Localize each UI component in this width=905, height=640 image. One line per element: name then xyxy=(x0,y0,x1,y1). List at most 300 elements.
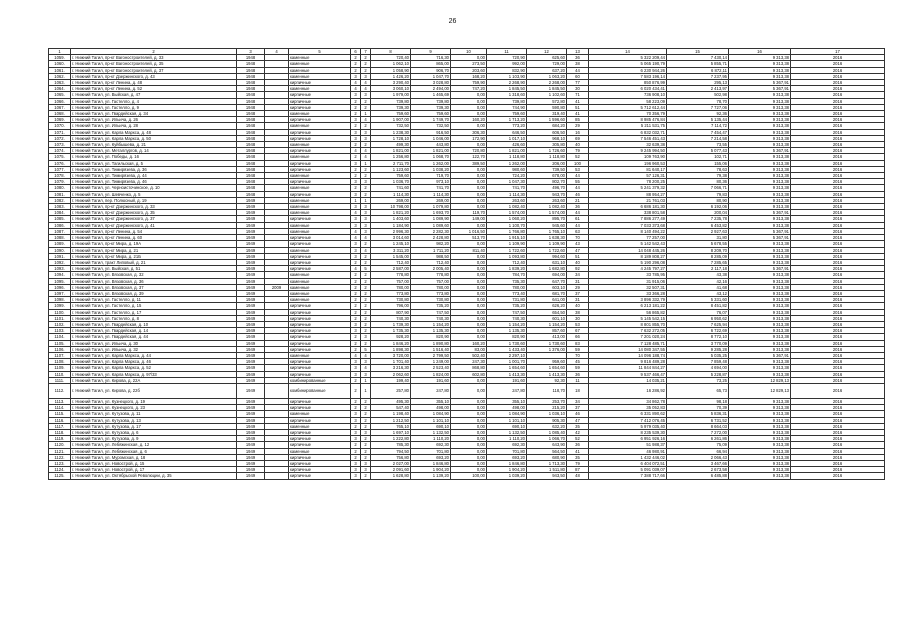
table-cell: 1 082,40 xyxy=(527,204,567,210)
table-cell: 9 313,38 xyxy=(729,365,791,371)
table-cell: 1949 xyxy=(237,321,265,327)
table-cell: 5 836,31 xyxy=(667,411,729,417)
table-cell: 7 388 717,66 xyxy=(589,473,667,479)
table-cell: 46 980,91 xyxy=(589,448,667,454)
table-cell: 32 507,31 xyxy=(589,284,667,290)
page-number: 26 xyxy=(448,18,457,25)
table-cell: каменные xyxy=(289,297,351,303)
table-cell: 2 xyxy=(351,142,361,148)
table-cell: 1 413,30 xyxy=(527,371,567,377)
table-cell: 2 xyxy=(361,315,371,321)
table-cell: 757,00 xyxy=(411,278,451,284)
table-cell: 1 693,70 xyxy=(411,210,451,216)
table-cell: 5 712 612,44 xyxy=(589,104,667,110)
table-cell: 200,04 xyxy=(667,210,729,216)
table-cell: 1 730,60 xyxy=(527,340,567,346)
table-cell: 2 xyxy=(351,423,361,429)
table-cell: 3 xyxy=(351,204,361,210)
table-cell: 77 xyxy=(567,80,589,86)
table-cell: 680,90 xyxy=(527,454,567,460)
table-cell: 2 xyxy=(351,123,361,129)
table-cell: 2016 xyxy=(791,135,885,141)
table-cell: г. Нижний Тагил, ул. Ильича, д. 32 xyxy=(71,346,237,352)
table-cell: г. Нижний Тагил, ул. Карла Маркса, д. 52 xyxy=(71,365,237,371)
table-cell: 2016 xyxy=(791,423,885,429)
table-cell: 626,20 xyxy=(527,303,567,309)
table-cell: 87 xyxy=(567,467,589,473)
table-cell: 160,20 xyxy=(451,340,487,346)
table-cell: 41 xyxy=(567,98,589,104)
table-cell: 1948 xyxy=(237,160,265,166)
table-cell: 1095. xyxy=(49,278,71,284)
table-cell: 33 366,28 xyxy=(589,290,667,296)
table-cell: 2 117,18 xyxy=(667,266,729,272)
table-cell xyxy=(265,383,289,398)
table-cell: 2 xyxy=(351,278,361,284)
table-cell: 2016 xyxy=(791,417,885,423)
table-cell: г. Нижний Тагил, ул. Карла Маркса, д. 50 xyxy=(71,135,237,141)
table-cell: 739,50 xyxy=(527,166,567,172)
table-cell: 741,70 xyxy=(411,185,451,191)
table-cell: кирпичные xyxy=(289,235,351,241)
table-cell: 2 xyxy=(351,309,361,315)
table-cell xyxy=(265,473,289,479)
table-cell: 43,38 xyxy=(667,272,729,278)
table-cell: 785,30 xyxy=(371,442,411,448)
table-cell: 1091. xyxy=(49,253,71,259)
table-cell: 29 xyxy=(567,123,589,129)
table-cell: 1 730,60 xyxy=(487,340,527,346)
table-cell: каменные xyxy=(289,86,351,92)
table-cell: 1 574,00 xyxy=(527,210,567,216)
table-cell: 0,00 xyxy=(451,266,487,272)
table-cell: 5 855,71 xyxy=(667,61,729,67)
table-cell: 2 xyxy=(361,473,371,479)
table-cell: 2 xyxy=(361,104,371,110)
table-cell: 1 114,30 xyxy=(411,191,451,197)
table-cell: 9 313,38 xyxy=(729,117,791,123)
table-cell: 6 404 072,51 xyxy=(589,461,667,467)
table-cell: 2016 xyxy=(791,117,885,123)
table-cell: 757,00 xyxy=(371,278,411,284)
table-cell: кирпичные xyxy=(289,266,351,272)
table-cell: 3 060,10 xyxy=(371,86,411,92)
table-cell: 780,00 xyxy=(411,284,451,290)
table-cell: 1948 xyxy=(237,86,265,92)
table-cell: г. Нижний Тагил, пр-кт Дзержинского, д. 37 xyxy=(71,216,237,222)
table-cell: 1109. xyxy=(49,365,71,371)
table-cell: 4 xyxy=(351,80,361,86)
table-cell: 1 821,00 xyxy=(371,148,411,154)
column-number: 5 xyxy=(289,49,351,55)
table-cell: г. Нижний Тагил, ул. Черноисточинское, д. 10 xyxy=(71,185,237,191)
table-cell: 1111. xyxy=(49,377,71,383)
table-cell: 8 285,09 xyxy=(667,253,729,259)
table-cell: 2 xyxy=(351,303,361,309)
table-cell: 18 xyxy=(567,383,589,398)
table-cell: 3 896 332,79 xyxy=(589,297,667,303)
table-cell: 1 082,40 xyxy=(487,204,527,210)
table-cell: 66,94 xyxy=(667,448,729,454)
table-cell: 7 033 373,68 xyxy=(589,222,667,228)
table-cell: 982,20 xyxy=(411,241,451,247)
table-cell: 1949 xyxy=(237,365,265,371)
table-cell: 1 089,60 xyxy=(411,222,451,228)
table-row xyxy=(49,383,885,398)
table-cell: 5 979 035,40 xyxy=(589,423,667,429)
table-cell: 41,68 xyxy=(667,284,729,290)
table-cell: 0,00 xyxy=(451,411,487,417)
table-cell: 1949 xyxy=(237,228,265,234)
table-cell: 2016 xyxy=(791,442,885,448)
table-cell: 247,80 xyxy=(411,383,451,398)
table-cell: 692,30 xyxy=(411,442,451,448)
table-cell: 2016 xyxy=(791,272,885,278)
table-cell: 499,30 xyxy=(371,142,411,148)
table-cell: 1086. xyxy=(49,222,71,228)
table-cell: 57 126,31 xyxy=(589,173,667,179)
table-cell: 196 960,53 xyxy=(589,160,667,166)
table-cell: 7 214,58 xyxy=(667,135,729,141)
table-cell: 720,80 xyxy=(451,148,487,154)
table-cell: 7 235,78 xyxy=(667,216,729,222)
table-cell: 9 313,38 xyxy=(729,290,791,296)
table-cell: 2 996,30 xyxy=(371,228,411,234)
table-cell: 1 739,30 xyxy=(371,321,411,327)
table-cell: 9 313,38 xyxy=(729,461,791,467)
table-cell: 2 xyxy=(361,411,371,417)
table-cell: кирпичные xyxy=(289,429,351,435)
table-cell: 1949 xyxy=(237,328,265,334)
table-cell: 0,00 xyxy=(451,423,487,429)
table-cell: 56 865,82 xyxy=(589,309,667,315)
table-cell: 9 313,38 xyxy=(729,61,791,67)
table-cell: 1 654,60 xyxy=(527,365,567,371)
table-cell: 6 951 926,16 xyxy=(589,436,667,442)
table-cell: кирпичные xyxy=(289,467,351,473)
table-cell: 6 192,06 xyxy=(667,204,729,210)
table-cell: 7 625,94 xyxy=(667,321,729,327)
table-cell: 973,10 xyxy=(411,179,451,185)
table-cell: 2 297,10 xyxy=(487,352,527,358)
table-cell: 319,40 xyxy=(527,111,567,117)
table-cell: 2 xyxy=(351,55,361,61)
table-cell: 33 785,95 xyxy=(589,272,667,278)
table-cell: 269,00 xyxy=(411,197,451,203)
table-cell: 8 801 855,70 xyxy=(589,321,667,327)
table-cell: 2016 xyxy=(791,73,885,79)
table-cell: 9 313,38 xyxy=(729,204,791,210)
table-cell: 759,60 xyxy=(411,111,451,117)
table-cell: 678,00 xyxy=(527,173,567,179)
table-cell: 1 154,20 xyxy=(411,321,451,327)
table-cell: 9 313,38 xyxy=(729,315,791,321)
table-cell: 1 039,20 xyxy=(487,473,527,479)
table-cell: 42 xyxy=(567,429,589,435)
table-cell: 1 060,20 xyxy=(487,216,527,222)
table-cell: 3 xyxy=(351,73,361,79)
table-cell: 1087. xyxy=(49,228,71,234)
table-cell: 720,40 xyxy=(371,55,411,61)
table-cell: 1949 xyxy=(237,334,265,340)
table-cell: 0,00 xyxy=(451,461,487,467)
table-cell: 4 xyxy=(361,86,371,92)
table-cell: 1090. xyxy=(49,247,71,253)
table-cell: г. Нижний Тагил, ул. Новострой, д. 17 xyxy=(71,467,237,473)
table-cell: 1 845,50 xyxy=(487,86,527,92)
table-cell: 92,36 xyxy=(667,111,729,117)
table-cell: 9 313,38 xyxy=(729,259,791,265)
table-cell: 5 xyxy=(361,266,371,272)
table-cell: г. Нижний Тагил, пер. Полюсный, д. 19 xyxy=(71,197,237,203)
table-cell: 7 066,71 xyxy=(667,185,729,191)
table-cell: 1 713,30 xyxy=(527,461,567,467)
table-cell: 2016 xyxy=(791,383,885,398)
table-cell: 3 xyxy=(351,179,361,185)
table-cell: 2 xyxy=(361,166,371,172)
table-cell: 0,00 xyxy=(451,321,487,327)
table-cell: 773,40 xyxy=(487,290,527,296)
table-cell: 495,30 xyxy=(371,398,411,404)
table-cell: 2016 xyxy=(791,111,885,117)
table-cell: 1 123,60 xyxy=(371,166,411,172)
table-cell: 2016 xyxy=(791,328,885,334)
table-cell: 2 428,80 xyxy=(411,235,451,241)
table-cell: 2016 xyxy=(791,346,885,352)
table-cell: 100,00 xyxy=(451,473,487,479)
table-cell: 1949 xyxy=(237,371,265,377)
table-cell: 43 xyxy=(567,241,589,247)
table-cell: 1120. xyxy=(49,442,71,448)
table-cell: 1081. xyxy=(49,191,71,197)
table-cell: 2 xyxy=(351,377,361,383)
table-cell: 6 950,62 xyxy=(667,315,729,321)
table-cell: каменные xyxy=(289,278,351,284)
table-cell: каменные xyxy=(289,111,351,117)
table-cell: 7 727,06 xyxy=(667,104,729,110)
table-cell: 253,70 xyxy=(527,398,567,404)
table-cell: 355,10 xyxy=(411,398,451,404)
table-cell: г. Нижний Тагил, ул. Октябрьской Революции, д. 35 xyxy=(71,473,237,479)
table-cell: 2016 xyxy=(791,247,885,253)
table-cell: 1114. xyxy=(49,405,71,411)
table-cell: 2016 xyxy=(791,166,885,172)
table-cell: каменные xyxy=(289,61,351,67)
table-cell: г. Нижний Тагил, ул. Карла Маркса, д. 46 xyxy=(71,359,237,365)
table-cell: 943,70 xyxy=(527,191,567,197)
table-cell: 0,00 xyxy=(451,259,487,265)
table-cell: 2 xyxy=(351,259,361,265)
table-cell: 1949 xyxy=(237,247,265,253)
table-cell: комбинированные xyxy=(289,377,351,383)
table-cell: 3 290,40 xyxy=(371,80,411,86)
table-cell: каменные xyxy=(289,204,351,210)
table-cell: 100 xyxy=(567,160,589,166)
table-cell: 2 xyxy=(361,253,371,259)
table-cell: 647,70 xyxy=(527,278,567,284)
table-cell: 1948 xyxy=(237,73,265,79)
table-cell: 1103. xyxy=(49,328,71,334)
table-cell: 730,80 xyxy=(411,297,451,303)
table-cell: 305,80 xyxy=(527,142,567,148)
table-cell: 0,00 xyxy=(451,142,487,148)
table-cell: г. Нижний Тагил, ул. Вязовская, д. 37 xyxy=(71,284,237,290)
table-cell: 5 228,87 xyxy=(667,371,729,377)
table-cell: 5 077,43 xyxy=(667,148,729,154)
table-cell: 40 xyxy=(567,142,589,148)
table-cell: 1 318,60 xyxy=(487,92,527,98)
table-cell: 4 245 797,27 xyxy=(589,266,667,272)
table-cell: 802,70 xyxy=(527,179,567,185)
table-cell: 0,00 xyxy=(451,377,487,383)
table-cell: 1 135,30 xyxy=(411,328,451,334)
table-cell: 35 xyxy=(567,454,589,460)
table-cell: 9 313,38 xyxy=(729,55,791,61)
table-cell: 306,30 xyxy=(451,129,487,135)
table-cell: 5 xyxy=(361,346,371,352)
table-cell: кирпичные xyxy=(289,92,351,98)
table-cell: 7 201 020,24 xyxy=(589,334,667,340)
table-cell: кирпичные xyxy=(289,166,351,172)
table-cell: г. Нижний Тагил, ул. Новострой, д. 15 xyxy=(71,461,237,467)
table-cell: кирпичные xyxy=(289,98,351,104)
table-cell: 3 xyxy=(361,222,371,228)
table-cell: 51 xyxy=(567,104,589,110)
table-cell: 8 451,82 xyxy=(667,303,729,309)
table-cell: 9 313,38 xyxy=(729,73,791,79)
table-cell: 1074. xyxy=(49,148,71,154)
table-cell: 2016 xyxy=(791,371,885,377)
table-cell: 9 313,38 xyxy=(729,92,791,98)
table-cell: 9 313,38 xyxy=(729,129,791,135)
table-cell: г. Нижний Тагил, ул. Карла Маркса, д. 48 xyxy=(71,129,237,135)
table-cell: 1 066,70 xyxy=(527,436,567,442)
table-cell: 3 xyxy=(351,160,361,166)
table-cell: г. Нижний Тагил, ул. Муромская, д. 18 xyxy=(71,454,237,460)
table-cell: 739,30 xyxy=(371,104,411,110)
table-cell: 2 xyxy=(361,340,371,346)
table-cell: 1 062,10 xyxy=(371,61,411,67)
table-cell: 191,60 xyxy=(411,377,451,383)
table-cell: 2 005,40 xyxy=(411,266,451,272)
table-cell: 820,90 xyxy=(411,334,451,340)
table-cell: 48 xyxy=(567,473,589,479)
table-cell: кирпичные xyxy=(289,365,351,371)
table-cell: 6 331 890,62 xyxy=(589,411,667,417)
table-cell: 547,40 xyxy=(371,405,411,411)
table-cell: кирпичные xyxy=(289,346,351,352)
table-cell: 0,00 xyxy=(451,297,487,303)
table-cell: 3 311,20 xyxy=(371,247,411,253)
table-cell: 735,20 xyxy=(411,303,451,309)
table-cell: 2016 xyxy=(791,429,885,435)
table-cell: 9 313,38 xyxy=(729,135,791,141)
table-cell: 959,60 xyxy=(527,359,567,365)
table-cell: г. Нижний Тагил, ул. Гастелло, д. 9 xyxy=(71,104,237,110)
table-cell: 1 017,10 xyxy=(487,135,527,141)
table-cell: 9 313,38 xyxy=(729,284,791,290)
table-cell: 11 xyxy=(567,377,589,383)
table-cell: 35 xyxy=(567,423,589,429)
table-cell: 34 xyxy=(567,398,589,404)
table-cell: г. Нижний Тагил, ул. Гастелло, д. 15 xyxy=(71,303,237,309)
table-cell: 6 731,52 xyxy=(667,417,729,423)
table-cell: 916,50 xyxy=(411,129,451,135)
table-cell: г. Нижний Тагил, пр-кт Ленина, д. 52 xyxy=(71,86,237,92)
table-cell: 2016 xyxy=(791,173,885,179)
table-cell: 0,00 xyxy=(451,241,487,247)
table-cell: 3 028,80 xyxy=(411,80,451,86)
table-cell: 735,30 xyxy=(487,278,527,284)
table-cell: 5 322 209,44 xyxy=(589,55,667,61)
table-cell: 79,38 xyxy=(667,173,729,179)
table-cell: 1949 xyxy=(237,429,265,435)
table-cell: 9 313,38 xyxy=(729,297,791,303)
table-cell: 1949 xyxy=(237,411,265,417)
table-cell: 3 xyxy=(361,467,371,473)
table-cell: 3 xyxy=(351,411,361,417)
table-cell: 3 xyxy=(351,461,361,467)
column-number: 15 xyxy=(667,49,729,55)
table-cell: 992,00 xyxy=(487,61,527,67)
table-body xyxy=(49,49,885,480)
table-cell: 2 xyxy=(351,154,361,160)
table-cell: 2 xyxy=(361,123,371,129)
table-cell: 14 080 347,55 xyxy=(589,346,667,352)
table-cell: 6 020 434,41 xyxy=(589,86,667,92)
table-cell: 1084. xyxy=(49,210,71,216)
table-cell: 9 313,38 xyxy=(729,448,791,454)
table-cell: 1 628,80 xyxy=(371,473,411,479)
table-cell: 70,39 xyxy=(667,405,729,411)
table-cell: 2016 xyxy=(791,142,885,148)
table-cell: 4 xyxy=(361,154,371,160)
table-cell: 2 xyxy=(361,241,371,247)
table-cell: 9 313,38 xyxy=(729,185,791,191)
table-cell: 8 985 476,84 xyxy=(589,117,667,123)
table-cell: 0,00 xyxy=(451,166,487,172)
table-cell: 79 xyxy=(567,148,589,154)
table-cell: 2016 xyxy=(791,284,885,290)
table-cell: 9 313,38 xyxy=(729,467,791,473)
table-cell: 3 xyxy=(361,135,371,141)
table-cell: 719,70 xyxy=(411,173,451,179)
column-number: 12 xyxy=(527,49,567,55)
table-cell: 2016 xyxy=(791,204,885,210)
table-cell: 572,80 xyxy=(527,98,567,104)
table-cell: 31,80 xyxy=(667,235,729,241)
table-cell: 0,00 xyxy=(451,467,487,473)
table-cell: 1 079,80 xyxy=(411,204,451,210)
table-cell: г. Нижний Тагил, ул. Выйская, д. 51 xyxy=(71,266,237,272)
table-cell: 1 084,90 xyxy=(487,411,527,417)
table-cell: 1948 xyxy=(237,154,265,160)
table-cell: 625,60 xyxy=(527,55,567,61)
table-cell: 59 xyxy=(567,346,589,352)
table-cell: 1 238,30 xyxy=(371,129,411,135)
table-cell: 1 890,80 xyxy=(411,340,451,346)
table-cell: 1 433,40 xyxy=(487,346,527,352)
table-cell: 1 766,80 xyxy=(487,228,527,234)
table-cell: 1063. xyxy=(49,80,71,86)
table-cell: 747,50 xyxy=(487,309,527,315)
table-cell: 1112. xyxy=(49,383,71,398)
table-cell: 1076. xyxy=(49,160,71,166)
table-cell: 1 118,80 xyxy=(487,154,527,160)
table-cell: 31 xyxy=(567,278,589,284)
table-cell: 42,16 xyxy=(667,278,729,284)
table-cell: 8 664,03 xyxy=(667,423,729,429)
